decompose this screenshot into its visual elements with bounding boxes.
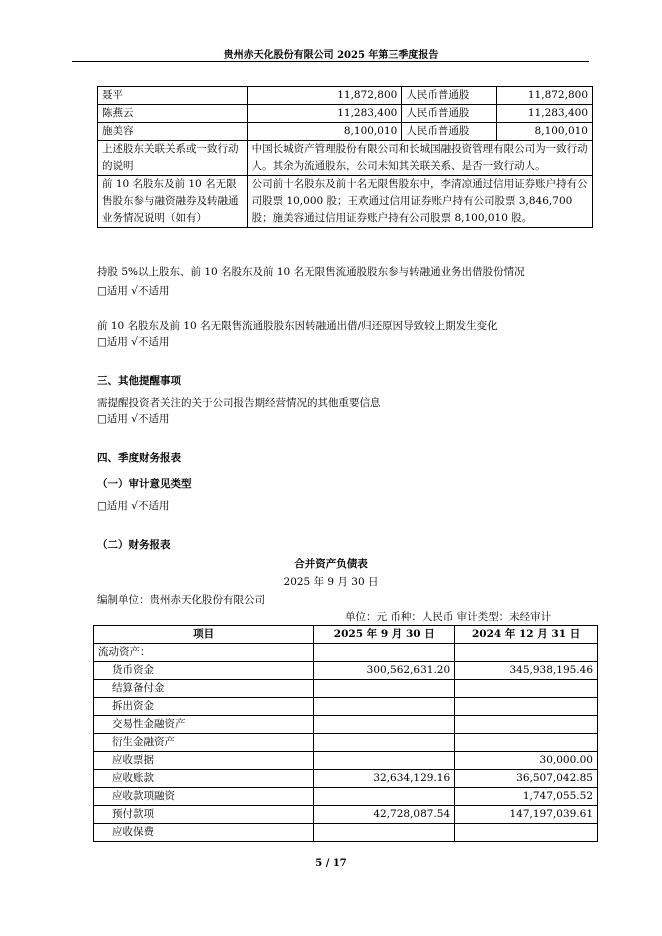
current-value: 32,634,129.16 — [314, 770, 455, 788]
line-item: 交易性金融资产 — [94, 716, 314, 734]
shareholder-table — [97, 86, 593, 228]
header-divider — [72, 61, 589, 62]
current-value: 300,562,631.20 — [314, 662, 455, 680]
table-row — [94, 698, 598, 716]
shareholder-shares: 11,872,800 — [247, 87, 402, 105]
table-row — [98, 105, 593, 123]
table-row — [94, 752, 598, 770]
prior-value: 36,507,042.85 — [455, 770, 598, 788]
relation-label: 上述股东关联关系或一致行动的说明 — [98, 141, 248, 176]
share-count: 11,283,400 — [497, 105, 593, 123]
current-value: 42,728,087.54 — [314, 806, 455, 824]
table-row — [94, 680, 598, 698]
table-row — [94, 662, 598, 680]
line-item: 应收票据 — [94, 752, 314, 770]
empty-cell — [455, 644, 598, 662]
section3-text: 需提醒投资者关注的关于公司报告期经营情况的其他重要信息 — [97, 397, 381, 409]
line-item: 结算备付金 — [94, 680, 314, 698]
margin-text: 公司前十名股东及前十名无限售股东中，李清凉通过信用证券账户持有公司股票 10,000 股；王欢通过信用证券账户持有公司股票 3,846,700 股；施美容通过信用证券账户持有公司股票 8,100,010 股。 — [247, 176, 592, 228]
page-header: 贵州赤天化股份有限公司 2025 年第三季度报告 — [223, 50, 439, 61]
balance-sheet-unit: 单位：元 币种：人民币 审计类型：未经审计 — [345, 611, 552, 623]
balance-sheet-table — [93, 625, 598, 842]
current-value — [314, 824, 455, 842]
table-row — [94, 644, 598, 662]
section4-heading: 四、季度财务报表 — [97, 452, 181, 464]
shareholder-shares: 11,283,400 — [247, 105, 402, 123]
line-item: 衍生金融资产 — [94, 734, 314, 752]
margin-label: 前 10 名股东及前 10 名无限售股东参与融资融券及转融通业务情况说明（如有） — [98, 176, 248, 228]
current-value — [314, 752, 455, 770]
balance-sheet-date: 2025 年 9 月 30 日 — [283, 576, 379, 588]
shareholder-name: 陈燕云 — [98, 105, 248, 123]
section-label: 流动资产： — [94, 644, 314, 662]
table-row — [94, 734, 598, 752]
table-row — [94, 716, 598, 734]
financial-statements-heading: （二）财务报表 — [97, 539, 171, 551]
line-item: 应收保费 — [94, 824, 314, 842]
lending-title: 持股 5%以上股东、前 10 名股东及前 10 名无限售流通股股东参与转融通业务出借股份情况 — [97, 266, 525, 278]
header-prior: 2024 年 12 月 31 日 — [455, 626, 598, 644]
current-value — [314, 716, 455, 734]
share-type: 人民币普通股 — [402, 87, 497, 105]
prior-value: 345,938,195.46 — [455, 662, 598, 680]
table-row — [94, 770, 598, 788]
current-value — [314, 680, 455, 698]
balance-sheet-company: 编制单位：贵州赤天化股份有限公司 — [97, 594, 265, 606]
table-row — [94, 788, 598, 806]
table-row — [98, 123, 593, 141]
table-row — [98, 176, 593, 228]
table-row — [98, 141, 593, 176]
share-type: 人民币普通股 — [402, 123, 497, 141]
section3-heading: 三、其他提醒事项 — [97, 375, 181, 387]
empty-cell — [314, 644, 455, 662]
change-title: 前 10 名股东及前 10 名无限售流通股股东因转融通出借/归还原因导致较上期发生变化 — [97, 320, 498, 332]
table-header-row — [94, 626, 598, 644]
prior-value — [455, 698, 598, 716]
header-current: 2025 年 9 月 30 日 — [314, 626, 455, 644]
current-value — [314, 698, 455, 716]
current-value — [314, 788, 455, 806]
prior-value: 1,747,055.52 — [455, 788, 598, 806]
line-item: 拆出资金 — [94, 698, 314, 716]
balance-sheet-title: 合并资产负债表 — [294, 558, 368, 570]
section3-options: □适用 √不适用 — [97, 413, 170, 425]
audit-opinion-heading: （一）审计意见类型 — [97, 478, 192, 490]
header-item: 项目 — [94, 626, 314, 644]
line-item: 货币资金 — [94, 662, 314, 680]
relation-text: 中国长城资产管理股份有限公司和长城国融投资管理有限公司为一致行动人。其余为流通股东，公司未知其关联关系、是否一致行动人。 — [247, 141, 592, 176]
current-value — [314, 734, 455, 752]
lending-options: □适用 √不适用 — [97, 285, 170, 297]
prior-value — [455, 716, 598, 734]
shareholder-name: 聂平 — [98, 87, 248, 105]
prior-value: 30,000.00 — [455, 752, 598, 770]
prior-value — [455, 680, 598, 698]
shareholder-shares: 8,100,010 — [247, 123, 402, 141]
prior-value — [455, 824, 598, 842]
table-row — [94, 824, 598, 842]
prior-value: 147,197,039.61 — [455, 806, 598, 824]
audit-opinion-options: □适用 √不适用 — [97, 500, 170, 512]
share-count: 8,100,010 — [497, 123, 593, 141]
line-item: 预付款项 — [94, 806, 314, 824]
table-row — [98, 87, 593, 105]
line-item: 应收账款 — [94, 770, 314, 788]
change-options: □适用 √不适用 — [97, 336, 170, 348]
table-row — [94, 806, 598, 824]
share-type: 人民币普通股 — [402, 105, 497, 123]
share-count: 11,872,800 — [497, 87, 593, 105]
prior-value — [455, 734, 598, 752]
line-item: 应收款项融资 — [94, 788, 314, 806]
shareholder-name: 施美容 — [98, 123, 248, 141]
page-number: 5 / 17 — [315, 858, 347, 869]
